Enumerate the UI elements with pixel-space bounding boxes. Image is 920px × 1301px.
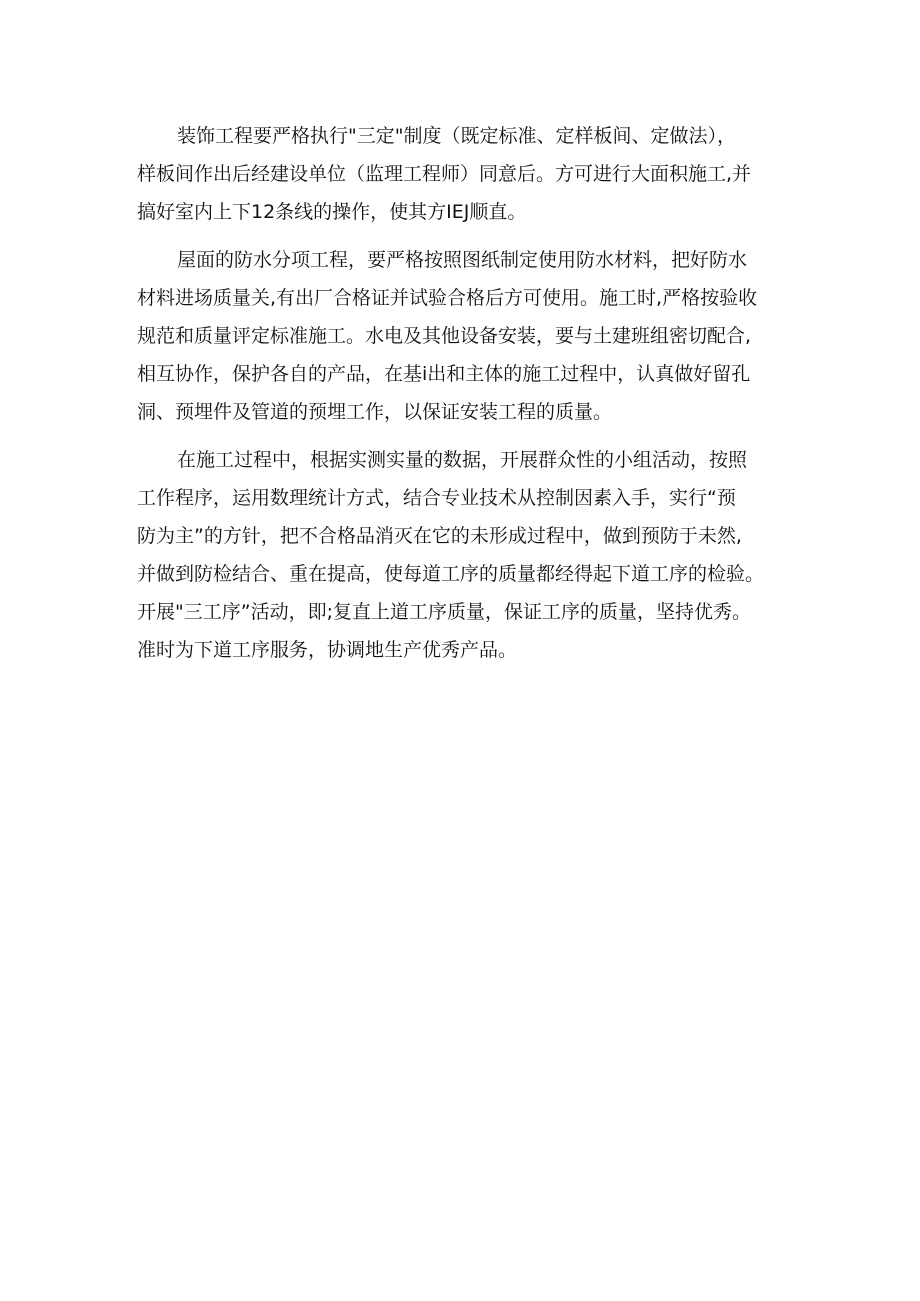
paragraph-decoration-standards bbox=[137, 117, 787, 231]
paragraph-line: 规范和质量评定标准施工。水电及其他设备安装，要与土建班组密切配合, bbox=[137, 325, 752, 347]
paragraph-line: 开展"三工序”活动，即;复直上道工序质量，保证工序的质量，坚持优秀。 bbox=[137, 601, 751, 623]
paragraph-line: 并做到防检结合、重在提高，使每道工序的质量都经得起下道工序的检验。 bbox=[137, 563, 765, 585]
paragraph-line: 工作程序，运用数理统计方式，结合专业技术从控制因素入手，实行“预 bbox=[137, 487, 736, 509]
paragraph-line: 搞好室内上下12条线的操作，使其方IEJ顺直。 bbox=[137, 201, 527, 223]
document-body bbox=[137, 117, 787, 669]
paragraph-line: 相互协作，保护各自的产品，在基i出和主体的施工过程中，认真做好留孔 bbox=[137, 363, 751, 385]
paragraph-quality-control bbox=[137, 441, 787, 669]
paragraph-line: 防为主”的方针，把不合格品消灭在它的未形成过程中，做到预防于未然, bbox=[137, 525, 742, 547]
paragraph-line: 装饰工程要严格执行"三定"制度（既定标准、定样板间、定做法）， bbox=[177, 125, 736, 147]
paragraph-line: 准时为下道工序服务，协调地生产优秀产品。 bbox=[137, 639, 518, 661]
paragraph-line: 屋面的防水分项工程，要严格按照图纸制定使用防水材料，把好防水 bbox=[177, 249, 748, 271]
paragraph-line: 洞、预埋件及管道的预埋工作，以保证安装工程的质量。 bbox=[137, 401, 613, 423]
paragraph-waterproofing bbox=[137, 241, 787, 431]
paragraph-line: 在施工过程中，根据实测实量的数据，开展群众性的小组活动，按照 bbox=[177, 449, 748, 471]
paragraph-line: 材料进场质量关,有出厂合格证并试验合格后方可使用。施工时,严格按验收 bbox=[137, 287, 758, 309]
paragraph-line: 样板间作出后经建设单位（监理工程师）同意后。方可进行大面积施工,并 bbox=[137, 163, 752, 185]
